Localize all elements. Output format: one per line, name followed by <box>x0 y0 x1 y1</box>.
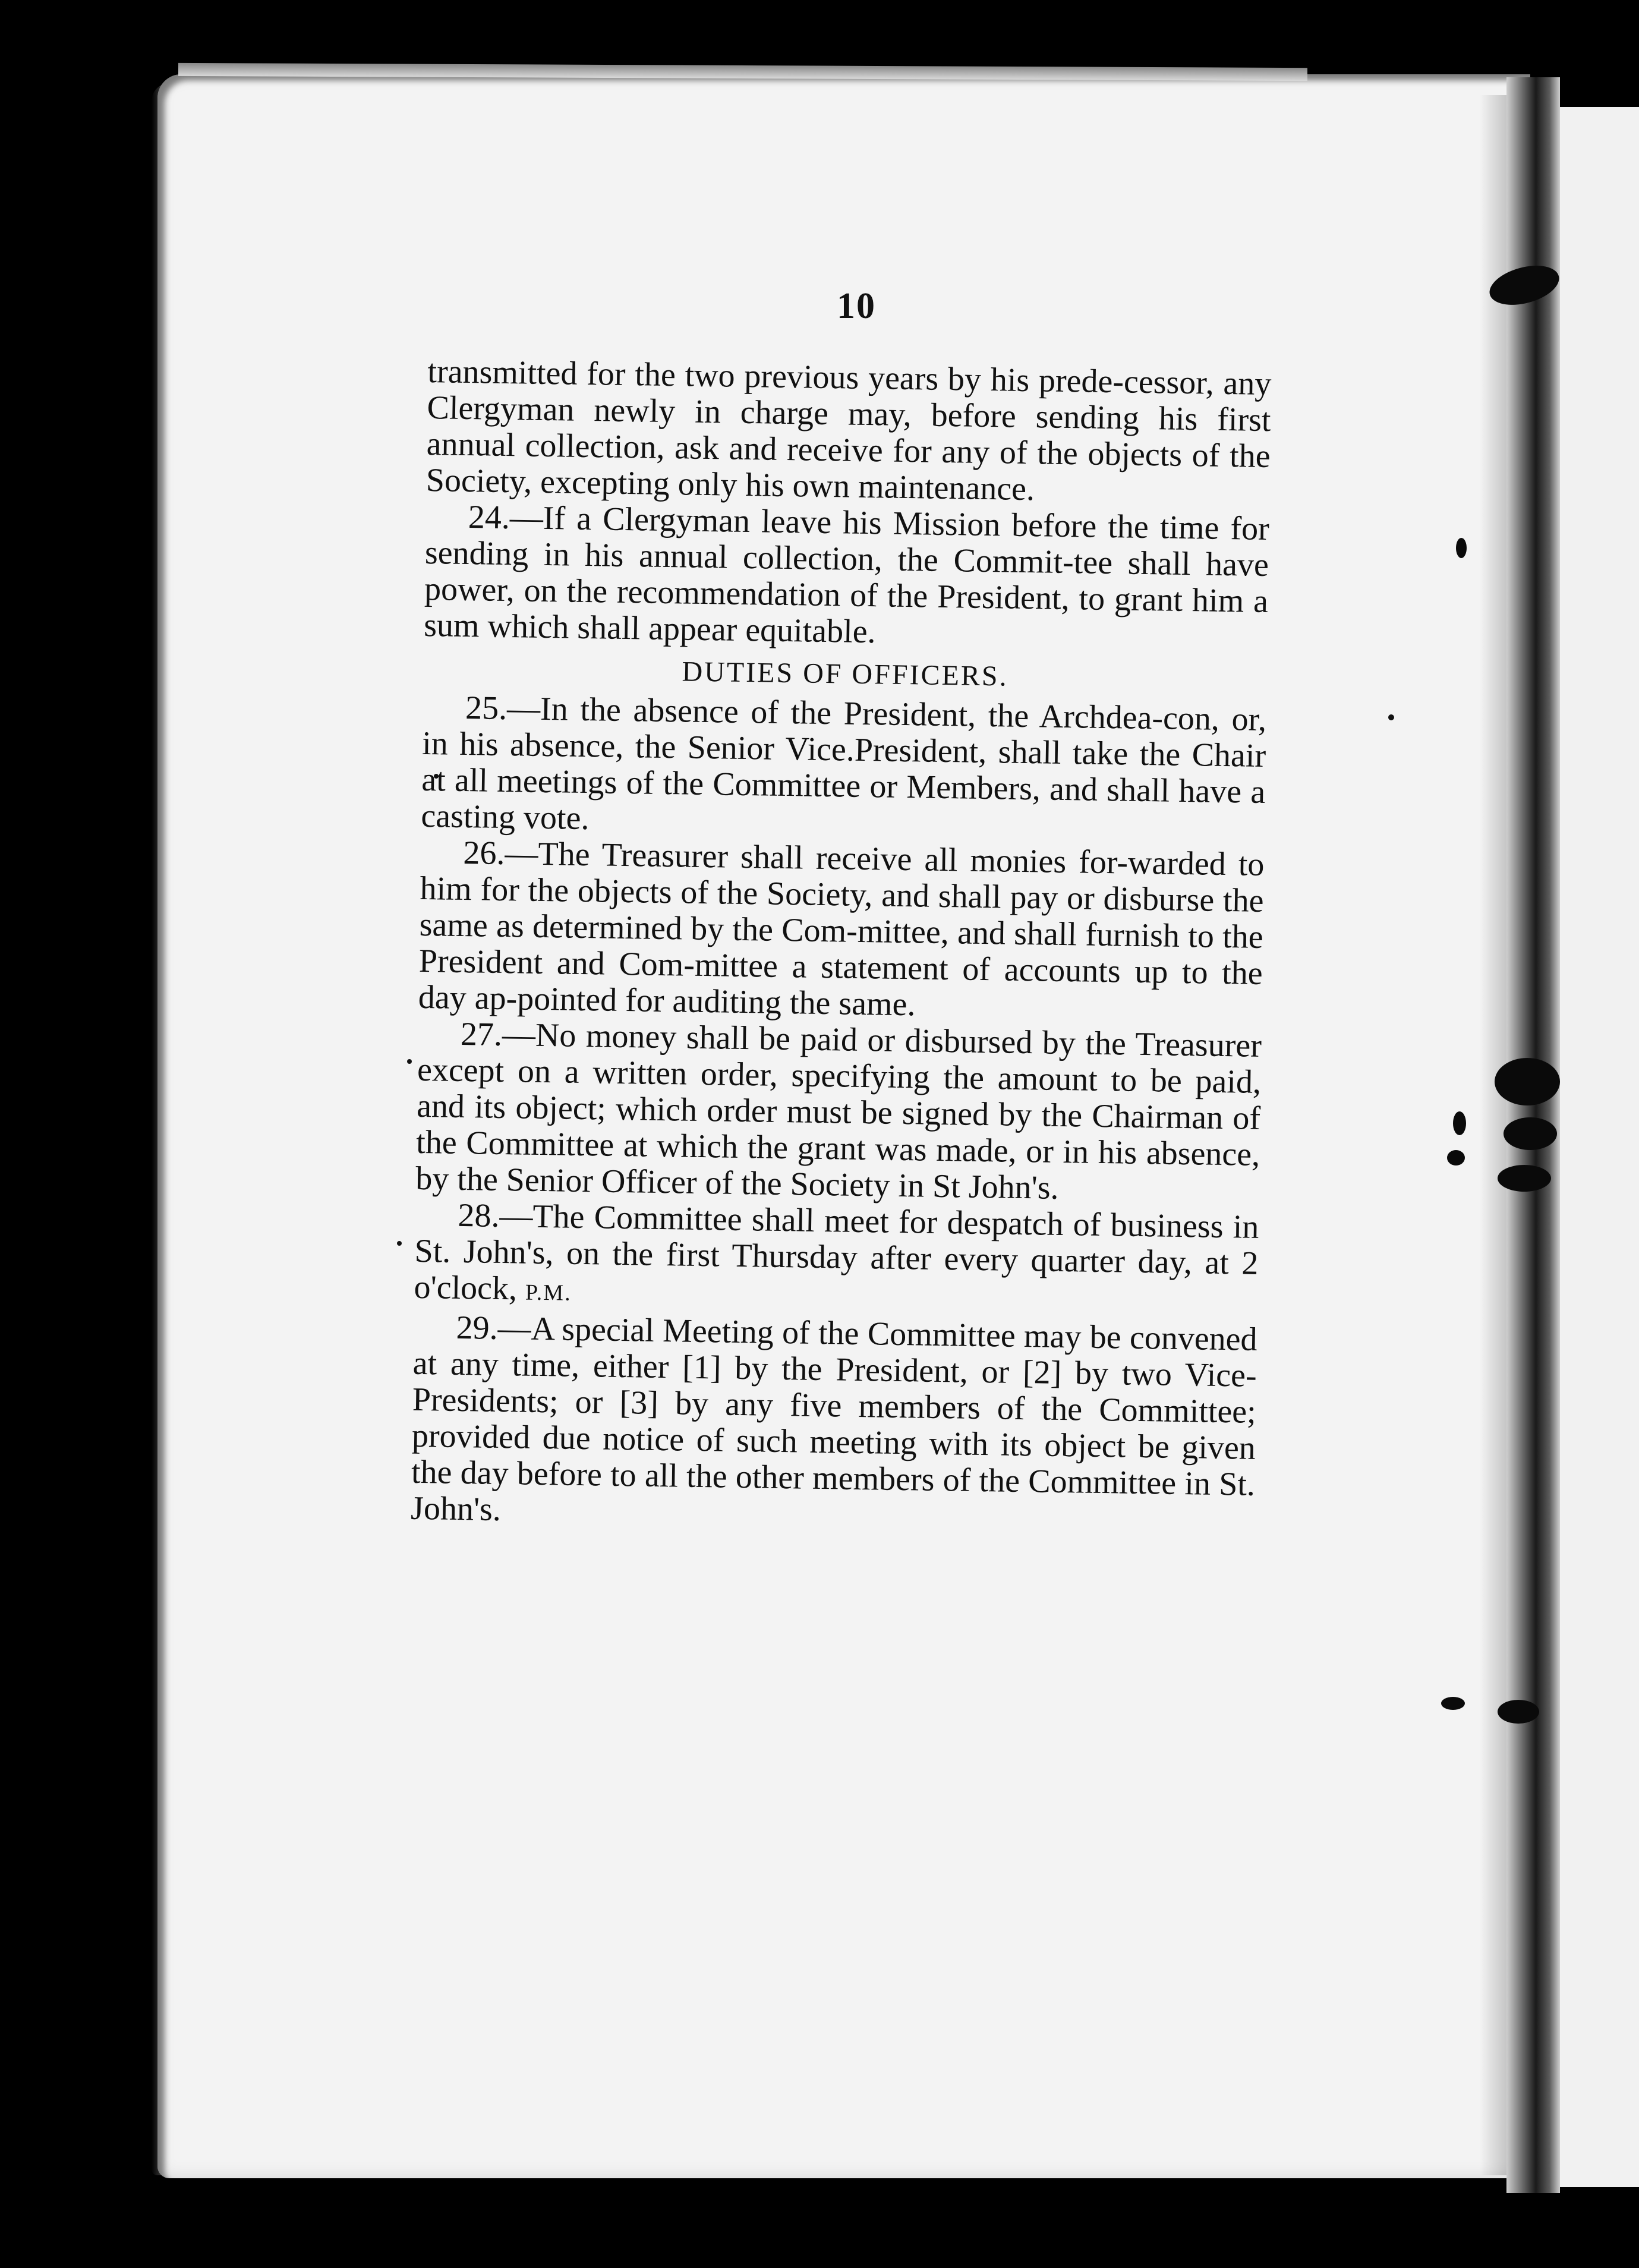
paragraph-29: 29.—A special Meeting of the Committee may be convened at any time, either [1] by the President, or [2] by two Vice-Presidents; or [3] by any five members of the Committee; provided due notice of such meeting with its object be given the day before to all the other members of the Committee in St. John's. <box>410 1309 1258 1529</box>
ink-blot <box>1453 1111 1466 1135</box>
paragraph-24: 24.—If a Clergyman leave his Mission before the time for sending in his annual collection, the Commit-tee shall have power, on the recommendation of the President, to grant him a sum which shall appear equitable. <box>423 499 1270 651</box>
page-number: 10 <box>837 286 876 326</box>
paragraph-25: 25.—In the absence of the President, the Archdea-con, or, in his absence, the Senior Vice.President, shall take the Chair at all meetings of the Committee or Members, and shall have a casting vote. <box>420 689 1267 837</box>
ink-blot <box>1447 1150 1465 1166</box>
facing-page-edge <box>1560 107 1639 2187</box>
paragraph-continuation: transmitted for the two previous years by his prede-cessor, any Clergyman newly in charge may, before sending his first annual collection, ask and receive for any of the objects of the Society, excepting only his own maintenance. <box>425 353 1272 508</box>
ink-blot <box>1498 1165 1551 1192</box>
ink-speck <box>1388 714 1394 720</box>
section-heading: DUTIES OF OFFICERS. <box>682 656 1008 692</box>
ink-blot <box>1504 1117 1557 1150</box>
ink-blot <box>1456 538 1467 558</box>
paragraph-28 <box>414 1197 1259 1322</box>
paragraph-27: 27.—No money shall be paid or disbursed by the Treasurer except on a written order, specifying the amount to be paid, and its object; which order must be signed by the Chairman of the Committee at which the grant was made, or in his absence, by the Senior Officer of the Society in St John's. <box>415 1015 1262 1207</box>
paragraph-28-text: 28.—The Committee shall meet for despatch of business in St. John's, on the first Thursday after every quarter day, at 2 o'clock, <box>414 1196 1259 1308</box>
ink-blot <box>1495 1058 1560 1105</box>
page-body-text <box>411 354 1272 1539</box>
ink-blot <box>1441 1697 1465 1710</box>
time-suffix: P.M. <box>525 1280 572 1306</box>
paragraph-26: 26.—The Treasurer shall receive all monies for-warded to him for the objects of the Society, and shall pay or disburse the same as determined by the Com-mittee, and shall furnish to the President and Com-mittee a statement of accounts up to the day ap-pointed for auditing the same. <box>418 834 1265 1023</box>
ink-blot <box>1498 1700 1539 1724</box>
ink-speck <box>397 1241 402 1246</box>
ink-speck <box>407 1059 412 1064</box>
